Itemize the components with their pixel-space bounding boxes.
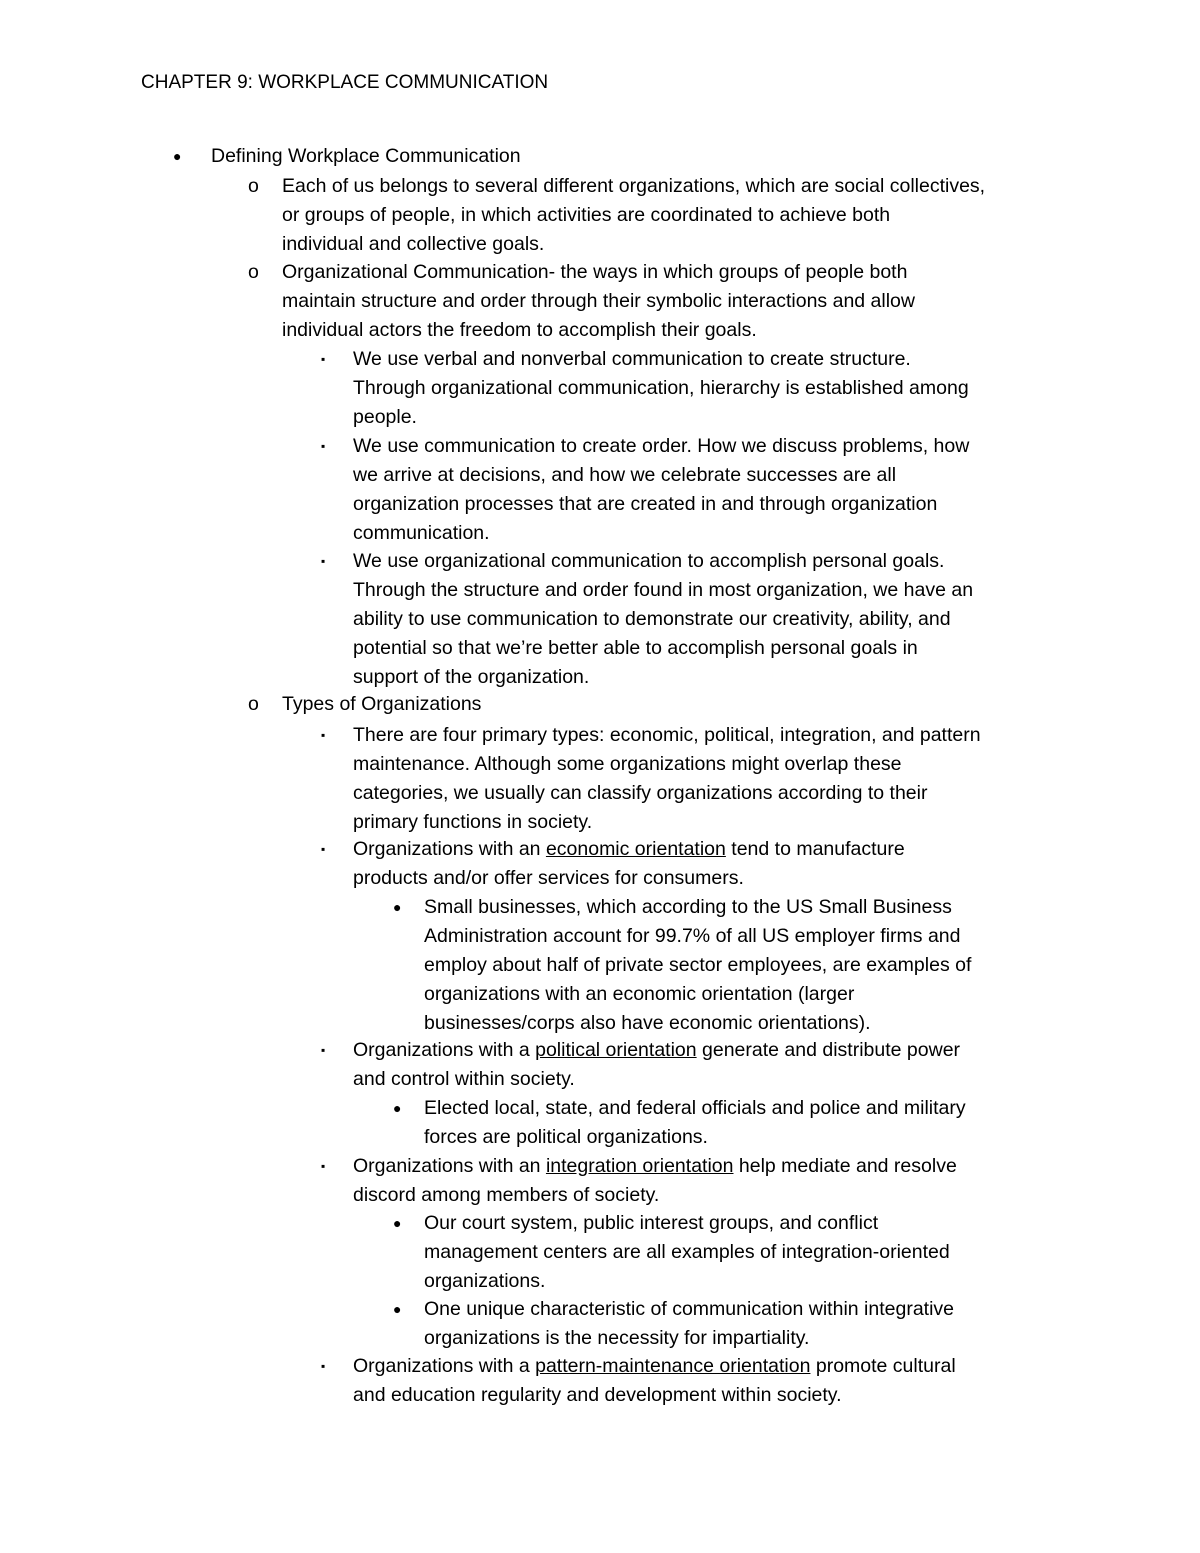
square-marker: ▪ xyxy=(321,439,326,453)
text-line: maintain structure and order through their symbolic interactions and allow xyxy=(282,290,915,312)
text-line: Each of us belongs to several different organizations, which are social collectives, xyxy=(282,175,986,197)
text-line: Through the structure and order found in most organization, we have an xyxy=(353,579,974,601)
text-line: primary functions in society. xyxy=(353,811,593,833)
text-line: support of the organization. xyxy=(353,666,590,688)
text-line: management centers are all examples of integration-oriented xyxy=(424,1241,950,1263)
text-line: ability to use communication to demonstrate our creativity, ability, and xyxy=(353,608,951,630)
page-title: CHAPTER 9: WORKPLACE COMMUNICATION xyxy=(141,72,549,93)
list-item-order xyxy=(321,432,970,548)
square-marker: ▪ xyxy=(321,352,326,366)
text-fragment: Organizations with an xyxy=(353,1155,546,1177)
text-line: organization processes that are created in and through organization xyxy=(353,493,938,515)
text-line: We use organizational communication to accomplish personal goals. xyxy=(353,550,945,572)
bullet-marker: ● xyxy=(393,1301,402,1317)
text-fragment: tend to manufacture xyxy=(725,838,905,860)
text-line: individual and collective goals. xyxy=(282,233,545,255)
bullet-marker: ● xyxy=(393,1100,402,1116)
bullet-marker: ● xyxy=(173,148,182,164)
text-line: organizations. xyxy=(424,1270,546,1292)
text-line: forces are political organizations. xyxy=(424,1126,708,1148)
text-line: categories, we usually can classify organizations according to their xyxy=(353,782,928,804)
list-item-integration-orientation xyxy=(321,1152,957,1210)
text-line: or groups of people, in which activities are coordinated to achieve both xyxy=(282,204,891,226)
text-line: employ about half of private sector employees, are examples of xyxy=(424,954,972,976)
text-line: individual actors the freedom to accomplish their goals. xyxy=(282,319,757,341)
square-marker: ▪ xyxy=(321,1043,326,1057)
underlined-term: economic orientation xyxy=(545,838,726,860)
square-marker: ▪ xyxy=(321,1159,326,1173)
text-line: Organizational Communication- the ways in which groups of people both xyxy=(282,261,908,283)
text-fragment: generate and distribute power xyxy=(696,1039,961,1061)
list-item-elected-officials xyxy=(393,1094,966,1152)
underlined-term: integration orientation xyxy=(545,1155,734,1177)
square-marker: ▪ xyxy=(321,728,326,742)
text-fragment: promote cultural xyxy=(810,1355,956,1377)
square-marker: ▪ xyxy=(321,1359,326,1373)
list-item-organizations-definition xyxy=(248,172,986,259)
square-marker: ▪ xyxy=(321,554,326,568)
text-fragment: Organizations with a xyxy=(353,1039,536,1061)
section-heading: Types of Organizations xyxy=(282,693,482,715)
text-line: people. xyxy=(353,406,417,428)
text-line: Administration account for 99.7% of all US employer firms and xyxy=(424,925,961,947)
text-line xyxy=(353,835,905,864)
list-item-pattern-maintenance-orientation xyxy=(321,1352,956,1410)
text-line xyxy=(353,1152,957,1181)
text-line: potential so that we’re better able to accomplish personal goals in xyxy=(353,637,918,659)
text-line: Through organizational communication, hierarchy is established among xyxy=(353,377,969,399)
text-line: and control within society. xyxy=(353,1068,575,1090)
circle-marker: o xyxy=(248,261,259,283)
bullet-marker: ● xyxy=(393,1215,402,1231)
text-line: One unique characteristic of communication within integrative xyxy=(424,1298,955,1320)
text-line: Elected local, state, and federal officials and police and military xyxy=(424,1097,966,1119)
text-line xyxy=(353,1352,956,1381)
text-fragment: help mediate and resolve xyxy=(733,1155,957,1177)
text-line: businesses/corps also have economic orientations). xyxy=(424,1012,871,1034)
circle-marker: o xyxy=(248,693,259,715)
list-item-impartiality xyxy=(393,1295,955,1353)
circle-marker: o xyxy=(248,175,259,197)
section-heading: Defining Workplace Communication xyxy=(211,145,521,167)
underlined-term: political orientation xyxy=(535,1039,697,1061)
text-line: and education regularity and development within society. xyxy=(353,1384,842,1406)
text-line: Small businesses, which according to the US Small Business xyxy=(424,896,952,918)
text-line: We use verbal and nonverbal communication to create structure. xyxy=(353,348,911,370)
list-item-personal-goals xyxy=(321,547,974,692)
list-item-structure xyxy=(321,345,969,432)
text-line: communication. xyxy=(353,522,490,544)
text-line: organizations with an economic orientation (larger xyxy=(424,983,855,1005)
text-line: maintenance. Although some organizations might overlap these xyxy=(353,753,902,775)
text-line xyxy=(353,1036,960,1065)
list-item-court-system xyxy=(393,1209,950,1296)
bullet-marker: ● xyxy=(393,899,402,915)
text-line: we arrive at decisions, and how we celebrate successes are all xyxy=(353,464,897,486)
list-item-four-types xyxy=(321,721,981,837)
underlined-term: pattern-maintenance orientation xyxy=(535,1355,811,1377)
text-line: organizations is the necessity for impartiality. xyxy=(424,1327,810,1349)
list-item-types-of-organizations xyxy=(248,690,482,719)
text-fragment: Organizations with a xyxy=(353,1355,536,1377)
list-item-organizational-communication xyxy=(248,258,915,345)
text-line: We use communication to create order. How we discuss problems, how xyxy=(353,435,970,457)
text-line: products and/or offer services for consumers. xyxy=(353,867,744,889)
text-line: Our court system, public interest groups, and conflict xyxy=(424,1212,879,1234)
text-line: discord among members of society. xyxy=(353,1184,660,1206)
list-item-small-businesses xyxy=(393,893,972,1038)
list-item-political-orientation xyxy=(321,1036,961,1094)
list-item-defining xyxy=(173,142,521,171)
text-line: There are four primary types: economic, political, integration, and pattern xyxy=(353,724,981,746)
text-fragment: Organizations with an xyxy=(353,838,546,860)
list-item-economic-orientation xyxy=(321,835,905,893)
square-marker: ▪ xyxy=(321,842,326,856)
